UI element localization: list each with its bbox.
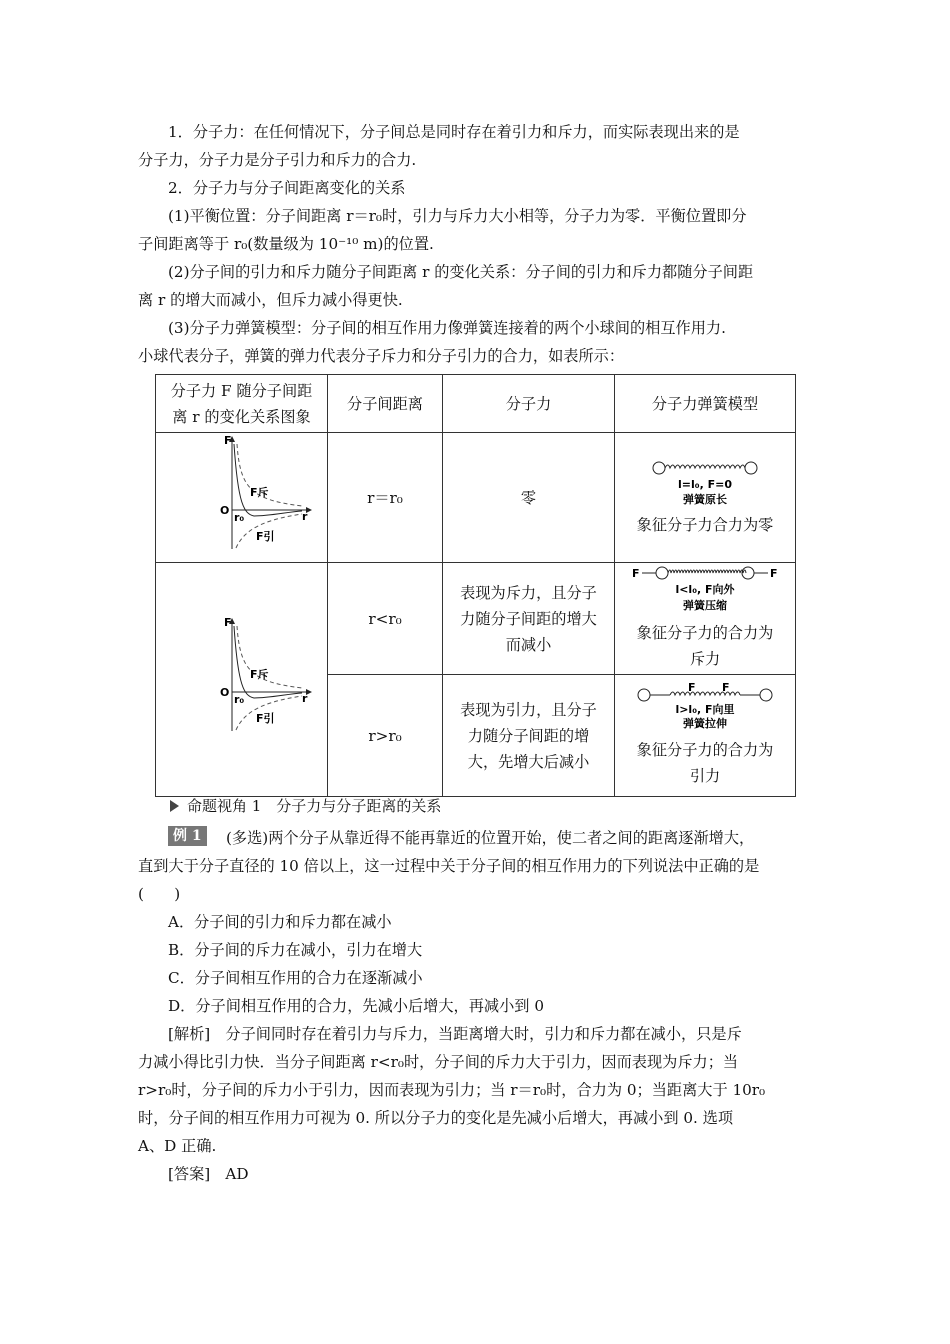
force-attraction-line2: 力随分子间距的增 [467, 726, 590, 745]
analysis-line-5: A、D 正确. [138, 1137, 217, 1155]
spring-desc-zero: 象征分子力合力为零 [636, 515, 774, 534]
spring-desc-attraction-2: 引力 [689, 766, 721, 785]
table-row [156, 433, 796, 563]
distance-less: r<r₀ [328, 563, 443, 675]
header-graph-line2: 离 r 的变化关系图象 [172, 407, 311, 426]
graph2-origin: O [219, 685, 229, 699]
intro-line-7: 离 r 的增大而减小，但斥力减小得更快. [138, 291, 403, 309]
graph2-axis-f: F [223, 615, 232, 629]
spring-caption-stretched: l>l₀, F向里 [675, 702, 735, 716]
force-attraction-line1: 表现为引力，且分子 [460, 700, 597, 719]
intro-line-5: 子间距离等于 r₀(数量级为 10⁻¹⁰ m)的位置. [138, 235, 434, 253]
intro-line-9: 小球代表分子，弹簧的弹力代表分子斥力和分子引力的合力，如表所示： [138, 347, 624, 365]
force-repulsion [443, 563, 615, 675]
table-header-row [156, 375, 796, 433]
section-heading [170, 796, 441, 816]
graph-r0: r₀ [233, 510, 244, 524]
molecular-force-table [155, 374, 796, 797]
intro-line-3: 2．分子力与分子间距离变化的关系 [168, 179, 406, 197]
graph2-r0: r₀ [233, 692, 244, 706]
spring-caption-compressed: l<l₀, F向外 [675, 582, 735, 596]
example-tag: 例 1 [168, 826, 207, 846]
spring-compressed-f-right: F [770, 566, 778, 580]
graph2-axis-r: r [301, 691, 307, 705]
spring-label-compressed: 弹簧压缩 [683, 598, 727, 612]
distance-greater: r>r₀ [328, 675, 443, 797]
question-line-3: ( ) [138, 885, 181, 903]
section-title: 命题视角 1 分子力与分子距离的关系 [187, 797, 442, 815]
header-graph-line1: 分子力 F 随分子间距 [170, 381, 313, 400]
force-repulsion-line2: 力随分子间距的增大 [460, 609, 597, 628]
force-attraction-line3: 大，先增大后减小 [467, 752, 590, 771]
spring-label-stretched: 弹簧拉伸 [683, 716, 727, 730]
graph-axis-r: r [301, 509, 307, 523]
option-a: A．分子间的引力和斥力都在减小 [168, 913, 392, 931]
force-zero: 零 [443, 433, 615, 563]
spring-desc-attraction-1: 象征分子力的合力为 [636, 740, 774, 759]
spring-desc-repulsion-2: 斥力 [689, 649, 721, 668]
spring-stretched-icon [630, 680, 780, 730]
force-attraction [443, 675, 615, 797]
question-line-2: 直到大于分子直径的 10 倍以上，这一过程中关于分子间的相互作用力的下列说法中正确的是 [138, 857, 760, 875]
graph-f-attraction: F引 [255, 529, 275, 543]
option-b: B．分子间的斥力在减小，引力在增大 [168, 941, 423, 959]
answer-line: [答案] AD [168, 1165, 249, 1183]
force-repulsion-line1: 表现为斥力，且分子 [460, 583, 597, 602]
spring-model-original [615, 433, 796, 563]
spring-compressed-f-left: F [632, 566, 640, 580]
header-force: 分子力 [443, 375, 615, 433]
option-d: D．分子间相互作用的合力，先减小后增大，再减小到 0 [168, 997, 544, 1015]
question-line-1: (多选)两个分子从靠近得不能再靠近的位置开始，使二者之间的距离逐渐增大， [226, 829, 755, 847]
header-graph [156, 375, 328, 433]
spring-original-icon [645, 460, 765, 506]
option-c: C．分子间相互作用的合力在逐渐减小 [168, 969, 423, 987]
analysis-line-1: [解析] 分子间同时存在着引力与斥力，当距离增大时，引力和斥力都在减小，只是斥 [168, 1025, 742, 1043]
force-graph-cell [156, 433, 328, 563]
graph2-f-repulsion: F斥 [249, 667, 269, 681]
distance-equal: r＝r₀ [328, 433, 443, 563]
analysis-line-4: 时，分子间的相互作用力可视为 0. 所以分子力的变化是先减小后增大，再减小到 0. 选项 [138, 1109, 734, 1127]
intro-line-6: (2)分子间的引力和斥力随分子间距离 r 的变化关系：分子间的引力和斥力都随分子间距 [168, 263, 754, 281]
play-triangle-icon [170, 800, 179, 812]
spring-stretched-f-right: F [722, 680, 730, 694]
table-row [156, 563, 796, 675]
spring-caption-original: l=l₀, F=0 [678, 477, 732, 491]
analysis-line-2: 力减小得比引力快．当分子间距离 r<r₀时，分子间的斥力大于引力，因而表现为斥力；当 [138, 1053, 739, 1071]
graph-f-repulsion: F斥 [249, 485, 269, 499]
force-repulsion-line3: 而减小 [505, 635, 552, 654]
analysis-line-3: r>r₀时，分子间的斥力小于引力，因而表现为引力；当 r＝r₀时，合力为 0；当距离大于 10r₀ [138, 1081, 766, 1099]
spring-desc-repulsion-1: 象征分子力的合力为 [636, 623, 774, 642]
spring-model-stretched [615, 675, 796, 797]
graph-axis-f: F [223, 433, 232, 447]
graph2-f-attraction: F引 [255, 711, 275, 725]
header-distance: 分子间距离 [328, 375, 443, 433]
spring-label-original: 弹簧原长 [683, 492, 727, 506]
graph-origin: O [219, 503, 229, 517]
force-graph-cell-2 [156, 563, 328, 797]
intro-line-2: 分子力，分子力是分子引力和斥力的合力. [138, 151, 417, 169]
spring-compressed-icon [630, 566, 780, 612]
force-distance-graph [182, 433, 307, 554]
force-distance-graph-2 [182, 615, 307, 736]
intro-line-8: (3)分子力弹簧模型：分子间的相互作用力像弹簧连接着的两个小球间的相互作用力. [168, 319, 726, 337]
spring-stretched-f-left: F [688, 680, 696, 694]
header-spring-model: 分子力弹簧模型 [615, 375, 796, 433]
spring-model-compressed [615, 563, 796, 675]
intro-line-1: 1．分子力：在任何情况下，分子间总是同时存在着引力和斥力，而实际表现出来的是 [168, 123, 740, 141]
intro-line-4: (1)平衡位置：分子间距离 r＝r₀时，引力与斥力大小相等，分子力为零．平衡位置即分 [168, 207, 747, 225]
